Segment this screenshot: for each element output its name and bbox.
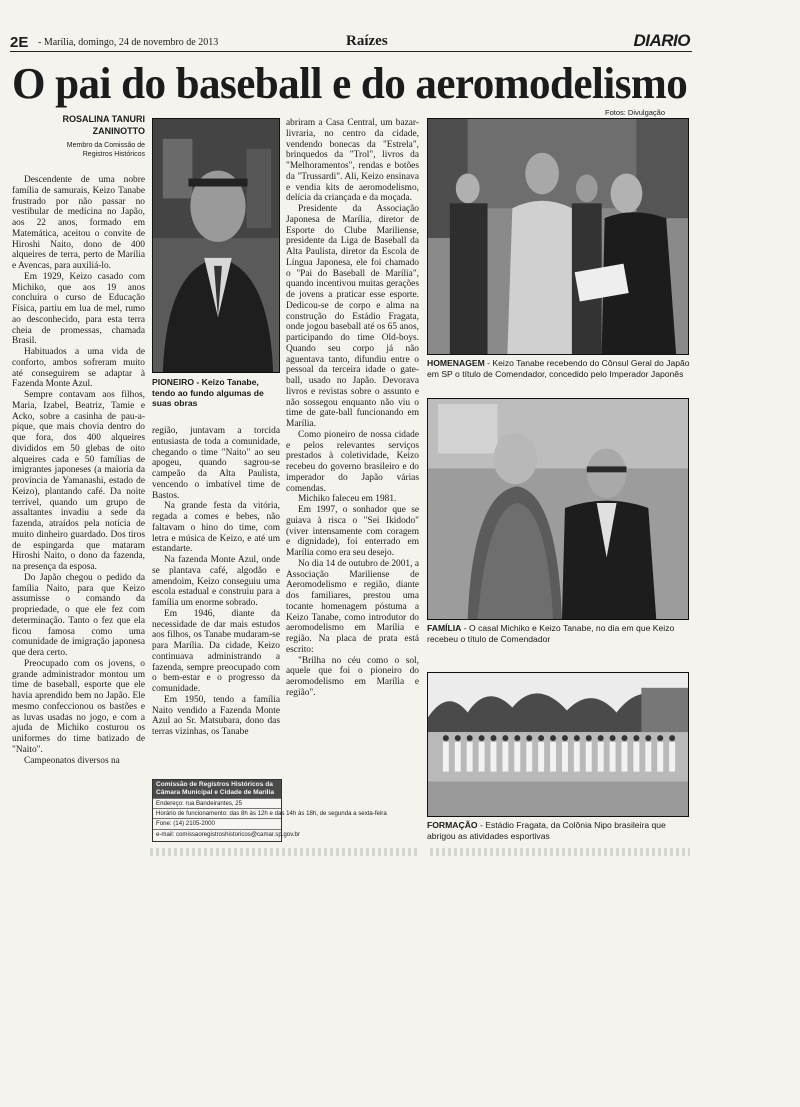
article-column-3 xyxy=(286,118,419,840)
contact-info-box xyxy=(152,779,387,842)
paragraph: No dia 14 de outubro de 2001, a Associação Mariliense de Aeromodelismo e região, diante dos familiares, prestou uma tocante homenagem póstuma a Keizo Tanabe, como introdutor do aeromodelismo em Marília e região. Na placa de prata está escrito: xyxy=(286,558,419,655)
bleed-through-text xyxy=(150,848,420,856)
paragraph: Como pioneiro de nossa cidade e pelos relevantes serviços prestados à coletividade, Keizo recebeu do governo brasileiro e do imperador do Japão várias comendas. xyxy=(286,429,419,494)
caption-text: - Estádio Fragata, da Colônia Nipo brasileira que abrigou as atividades esportivas xyxy=(427,820,666,841)
paragraph: Habituados a uma vida de conforto, ambos sofreram muito até conseguirem se adaptar à Fazenda Monte Azul. xyxy=(12,347,145,390)
caption-label: PIONEIRO xyxy=(152,377,195,387)
ceremony-photo xyxy=(427,118,689,355)
stadium-photo xyxy=(427,672,689,817)
paragraph: Do Japão chegou o pedido da família Naito, para que Keizo assumisse o comando da propriedade, o que ele fez com determinação. Tanto o fez que ela ficou famosa como uma comunidade de imigração japonesa que dera certo. xyxy=(12,572,145,658)
byline xyxy=(60,113,145,159)
paragraph: região, juntavam a torcida entusiasta de toda a comunidade, chegando o time "Naito" ao seu apogeu, quando sagrou-se campeão da Alta Paulista, vencendo o imbatível time de Bastos. xyxy=(152,426,280,501)
newspaper-logo: DIARIO xyxy=(633,31,690,50)
caption-pioneiro xyxy=(152,377,280,409)
paragraph: Michiko faleceu em 1981. xyxy=(298,494,397,505)
caption-familia xyxy=(427,623,689,644)
paragraph: Campeonatos diversos na xyxy=(24,755,120,766)
article-column-1 xyxy=(12,175,145,840)
caption-label: FAMÍLIA xyxy=(427,623,462,633)
headline: O pai do baseball e do aeromodelismo xyxy=(12,59,688,108)
info-email: e-mail: comissaoregistroshistoricos@camar.sp.gov.br xyxy=(153,829,281,839)
page-number: 2E xyxy=(10,34,29,51)
caption-homenagem xyxy=(427,358,693,379)
portrait-photo xyxy=(152,118,280,373)
couple-photo xyxy=(427,398,689,620)
paragraph: Na grande festa da vitória, regada a comes e bebes, não faltavam o hino do time, com letra e música de Keizo, e até um estandarte. xyxy=(152,501,280,555)
paragraph: Descendente de uma nobre família de samurais, Keizo Tanabe frustrado por não passar no vestibular de medicina no Japão, aos 22 anos, formado em Matemática, aceitou o convite de Hiroshi Naito, dono de 400 alqueires de terra, perto de Marília e Avencas, para auxiliá-lo. xyxy=(12,175,145,271)
paragraph: "Brilha no céu como o sol, aquele que foi o pioneiro do aeromodelismo em Marília e região". xyxy=(286,655,419,698)
caption-label: HOMENAGEM xyxy=(427,358,485,368)
paragraph: Na fazenda Monte Azul, onde se plantava café, algodão e amendoim, Keizo conseguiu uma escola estadual e construiu para a família um enorme sobrado. xyxy=(152,555,280,608)
article-column-2 xyxy=(152,426,280,776)
bleed-through-text xyxy=(430,848,690,856)
info-address: Endereço: rua Bandeirantes, 25 xyxy=(153,798,281,808)
paragraph: Em 1929, Keizo casado com Michiko, que aos 19 anos concluíra o curso de Educação Física, partiu em lua de mel, rumo ao desconhecido, para esta terra cheia de promessas, chamada Brasil. xyxy=(12,271,145,347)
author-role: Membro da Comissão de Registros Históricos xyxy=(66,142,145,158)
info-box-title: Comissão de Registros Históricos da Câmara Municipal e Cidade de Marília xyxy=(153,780,281,798)
paragraph: Presidente da Associação Japonesa de Marília, diretor de Esporte do Clube Mariliense, presidente da Liga de Baseball da Alta Paulista, diretor da Escola de Língua Japonesa, ele foi chamado o "Pai do Baseball de Marília", quando incentivou muitas gerações de jovens a praticar esse esporte. Dedicou-se de corpo e alma na construção do Estádio Fragata, onde jogou baseball até os 65 anos, participando do time Old-boys. Quando seu corpo já não aguentava tanto, difundiu entre o pessoal da terceira idade o gate-ball, usado no Japão. Devorava livros e revistas sobre o assunto e não sossegou enquanto não viu o time de gate-ball funcionando em Marília. xyxy=(286,204,419,429)
paragraph: Preocupado com os jovens, o grande administrador montou um time de baseball, esporte que ele havia aprendido bem no Japão. Ele mesmo confeccionou os bastões e as luvas usadas no jogo, e com a ajuda de Michiko costurou os uniformes do time batizado de "Naito". xyxy=(12,658,145,755)
caption-text: - Keizo Tanabe recebendo do Cônsul Geral do Japão em SP o título de Comendador, concedido pelo Imperador Japonês xyxy=(427,358,690,379)
caption-label: FORMAÇÃO xyxy=(427,820,478,830)
dateline: - Marília, domingo, 24 de novembro de 2013 xyxy=(38,37,219,48)
paragraph: Em 1950, tendo a família Naito vendido a Fazenda Monte Azul ao Sr. Matsubara, dono das terras vizinhas, os Tanabe xyxy=(152,694,280,737)
caption-text: - Keizo Tanabe, tendo ao fundo algumas de suas obras xyxy=(152,377,264,409)
photo-credit: Fotos: Divulgação xyxy=(605,108,666,117)
paragraph: Em 1946, diante da necessidade de dar mais estudos aos filhos, os Tanabe mudaram-se para Marília. Da cidade, Keizo continuava administrando a fazenda, sempre preocupado com o bem-estar e o progresso da comunidade. xyxy=(152,608,280,694)
caption-formacao xyxy=(427,820,689,841)
info-phone: Fone: (14) 2105-2000 xyxy=(153,818,281,828)
caption-text: - O casal Michiko e Keizo Tanabe, no dia em que Keizo recebeu o título de Comendador xyxy=(427,623,675,644)
section-title: Raízes xyxy=(346,33,388,49)
page-header xyxy=(10,31,692,52)
info-hours: Horário de funcionamento: das 8h às 12h e das 14h às 18h, de segunda a sexta-feira xyxy=(153,808,281,818)
author-name: ROSALINA TANURI ZANINOTTO xyxy=(62,114,145,136)
paragraph: Em 1997, o sonhador que se guiava à risca o "Sei Ikidodo" (viver intensamente com coragem e dignidade), foi enterrado em Marília como era seu desejo. xyxy=(286,505,419,558)
paragraph: Sempre contavam aos filhos, Maria, Izabel, Beatriz, Tamie e Acko, sobre a casinha de pau-a-pique, que mais chovia dentro do que fora, dos 400 alqueires divididos em 50 glebas de oito alqueires cada e 50 famílias de imigrantes japoneses (a maioria da província de Yamanashi, estado de Keizo), plantando café. Da noite terrível, quando um grupo de assaltantes invadiu a sede da fazenda, atraídos pela notícia de muito dinheiro guardado. Dos tiros de espingarda que mataram Hiroshi Naito, o dono da fazenda, na presença da esposa. xyxy=(12,390,145,572)
paragraph: abriram a Casa Central, um bazar-livraria, no centro da cidade, vendendo bonecas da "Estrela", brinquedos da "Trol", livros da "Melhoramentos", rendas e botões da "Trussardi". Ali, Keizo ensinava e vendia kits de aeromodelismo, delícia da criançada e da moçada. xyxy=(286,118,419,204)
